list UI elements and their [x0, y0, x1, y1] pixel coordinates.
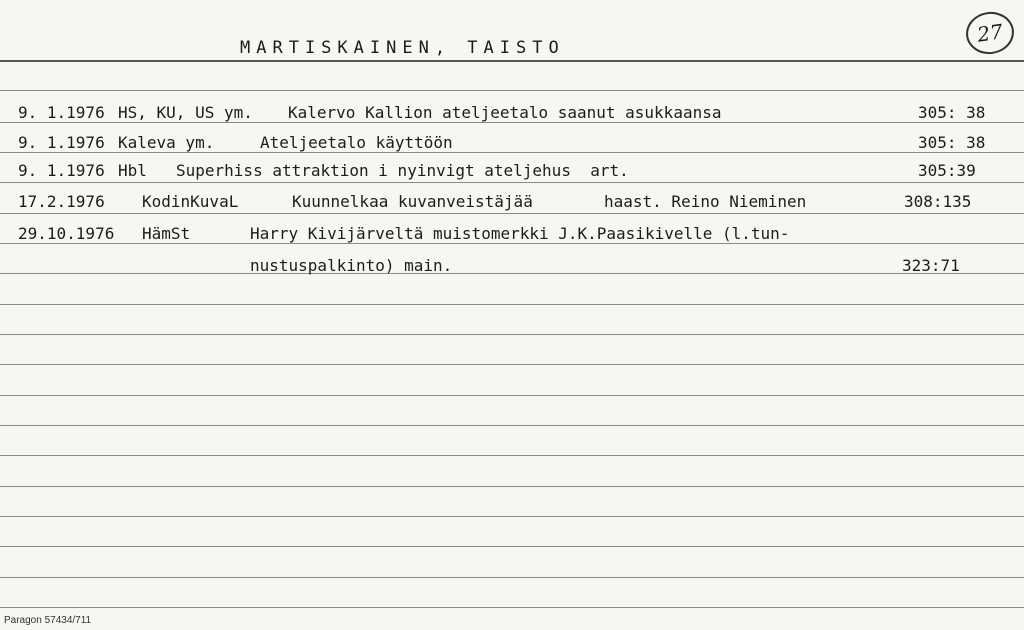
rule-line [0, 182, 1024, 183]
entry-ref: 305: 38 [918, 133, 986, 152]
entry-date: 9. 1.1976 [18, 133, 105, 152]
entry-source: Hbl [118, 161, 147, 180]
entry-source: KodinKuvaL [142, 192, 239, 211]
rule-line [0, 273, 1024, 274]
entry-ref: 308:135 [904, 192, 972, 211]
rule-line [0, 152, 1024, 153]
rule-line [0, 577, 1024, 578]
card-print-mark: Paragon 57434/711 [4, 615, 92, 626]
rule-line [0, 546, 1024, 547]
rule-line [0, 516, 1024, 517]
card-number-badge: 27 [963, 9, 1016, 57]
rule-line [0, 304, 1024, 305]
entry-date: 17.2.1976 [18, 192, 105, 211]
entry-ref: 305:39 [918, 161, 976, 180]
entry-source: HS, KU, US ym. [118, 103, 253, 122]
rule-line [0, 90, 1024, 91]
rule-line [0, 334, 1024, 335]
rule-line [0, 395, 1024, 396]
entry-text: Ateljeetalo käyttöön [260, 133, 453, 152]
entry-date: 9. 1.1976 [18, 161, 105, 180]
entry-source: HämSt [142, 224, 191, 243]
rule-line [0, 607, 1024, 608]
entry-date: 29.10.1976 [18, 224, 115, 243]
rule-line [0, 122, 1024, 123]
rule-line [0, 455, 1024, 456]
entry-text: Harry Kivijärveltä muistomerkki J.K.Paasikivelle (l.tun- [250, 224, 790, 243]
entry-source: Kaleva ym. [118, 133, 215, 152]
entry-text: Kuunnelkaa kuvanveistäjää [292, 192, 533, 211]
rule-line [0, 213, 1024, 214]
entry-text: Superhiss attraktion i nyinvigt ateljehus art. [176, 161, 629, 180]
entry-ref: 323:71 [902, 256, 960, 275]
rule-line [0, 425, 1024, 426]
card-title: MARTISKAINEN, TAISTO [240, 38, 565, 58]
entry-note: haast. Reino Nieminen [604, 192, 807, 211]
entry-ref: 305: 38 [918, 103, 986, 122]
entry-text-continued: nustuspalkinto) main. [250, 256, 453, 275]
rule-line [0, 364, 1024, 365]
entry-date: 9. 1.1976 [18, 103, 105, 122]
rule-line [0, 243, 1024, 244]
rule-line [0, 486, 1024, 487]
entry-text: Kalervo Kallion ateljeetalo saanut asukkaansa [288, 103, 722, 122]
title-rule [0, 60, 1024, 62]
